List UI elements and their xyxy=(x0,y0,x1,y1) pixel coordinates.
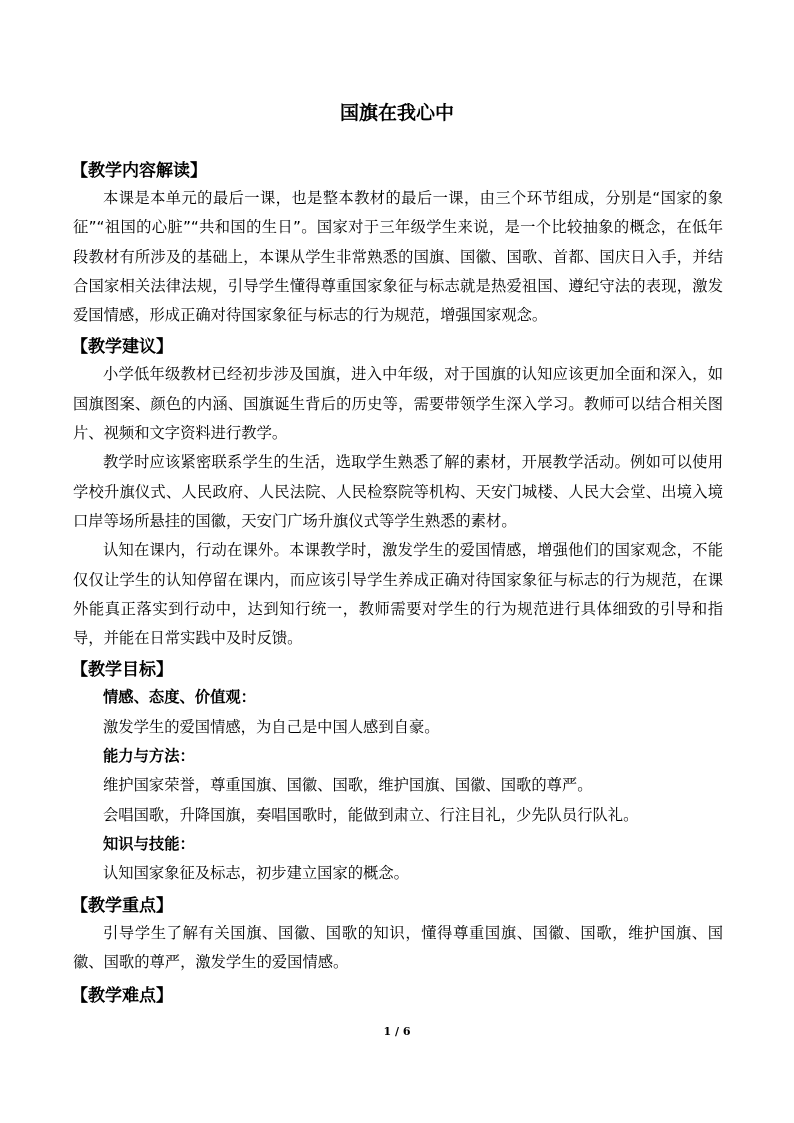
goals-emotion-label: 情感、态度、价值观： xyxy=(103,688,256,707)
page-number: 1 / 6 xyxy=(383,1025,411,1038)
content-reading-paragraph: 本课是本单元的最后一课，也是整本教材的最后一课，由三个环节组成，分别是“国家的象征”“祖国的心脏”“共和国的生日”。国家对于三年级学生来说，是一个比较抽象的概念，在低年段教材有所涉及的基础上，本课从学生非常熟悉的国旗、国徽、国歌、首都、国庆日入手，并结合国家相关法律法规，引导学生懂得尊重国家象征与标志就是热爱祖国、遵纪守法的表现，激发爱国情感，形成正确对待国家象征与标志的行为规范，增强国家观念。 xyxy=(73,189,723,325)
suggestions-paragraph-3: 认知在课内，行动在课外。本课教学时，激发学生的爱国情感，增强他们的国家观念，不能仅仅让学生的认知停留在课内，而应该引导学生养成正确对待国家象征与标志的行为规范，在课外能真正落实到行动中，达到知行统一，教师需要对学生的行为规范进行具体细致的引导和指导，并能在日常实践中及时反馈。 xyxy=(73,541,723,648)
document-body xyxy=(73,158,723,1009)
section-heading-difficulties: 【教学难点】 xyxy=(71,986,173,1007)
section-heading-goals: 【教学目标】 xyxy=(71,660,173,681)
goals-ability-label: 能力与方法： xyxy=(103,747,195,766)
goals-knowledge-text: 认知国家象征及标志，初步建立国家的概念。 xyxy=(103,864,409,883)
section-heading-key-points: 【教学重点】 xyxy=(71,895,173,916)
suggestions-paragraph-2: 教学时应该紧密联系学生的生活，选取学生熟悉了解的素材，开展教学活动。例如可以使用学校升旗仪式、人民政府、人民法院、人民检察院等机构、天安门城楼、人民大会堂、出境入境口岸等场所悬挂的国徽，天安门广场升旗仪式等学生熟悉的素材。 xyxy=(73,453,723,530)
goals-ability-text-2: 会唱国歌，升降国旗，奏唱国歌时，能做到肃立、行注目礼，少先队员行队礼。 xyxy=(103,805,639,824)
goals-knowledge-label: 知识与技能： xyxy=(103,834,195,853)
document-title: 国旗在我心中 xyxy=(339,102,454,124)
suggestions-paragraph-1: 小学低年级教材已经初步涉及国旗，进入中年级，对于国旗的认知应该更加全面和深入，如国旗图案、颜色的内涵、国旗诞生背后的历史等，需要带领学生深入学习。教师可以结合相关图片、视频和文字资料进行教学。 xyxy=(73,365,723,443)
goals-emotion-text: 激发学生的爱国情感，为自己是中国人感到自豪。 xyxy=(103,717,440,736)
key-points-paragraph: 引导学生了解有关国旗、国徽、国歌的知识，懂得尊重国旗、国徽、国歌，维护国旗、国徽、国歌的尊严，激发学生的爱国情感。 xyxy=(73,923,723,971)
section-heading-content-reading: 【教学内容解读】 xyxy=(71,161,207,181)
section-heading-suggestions: 【教学建议】 xyxy=(71,337,173,358)
goals-ability-text-1: 维护国家荣誉，尊重国旗、国徽、国歌，维护国旗、国徽、国歌的尊严。 xyxy=(103,776,593,795)
